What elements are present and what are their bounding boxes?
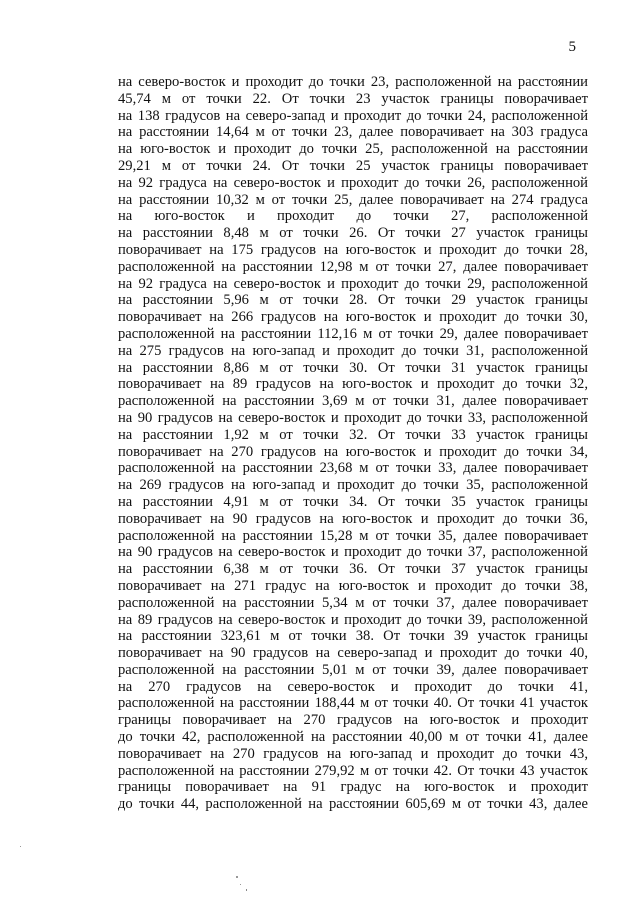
text-line: на юго-восток и проходит до точки 25, расположенной на расстоянии <box>118 141 588 158</box>
text-line: на 92 градуса на северо-восток и проходит до точки 29, расположенной <box>118 275 588 292</box>
text-line: на 90 градусов на северо-восток и проходит до точки 33, расположенной <box>118 409 588 426</box>
text-line: на расстоянии 14,64 м от точки 23, далее поворачивает на 303 градуса <box>118 124 588 141</box>
text-line: на расстоянии 6,38 м от точки 36. От точки 37 участок границы <box>118 561 588 578</box>
text-line: на расстоянии 8,48 м от точки 26. От точки 27 участок границы <box>118 225 588 242</box>
text-line: поворачивает на 90 градусов на северо-запад и проходит до точки 40, <box>118 645 588 662</box>
scan-speck <box>246 889 247 891</box>
text-line: до точки 42, расположенной на расстоянии 40,00 м от точки 41, далее <box>118 729 588 746</box>
text-line: границы поворачивает на 91 градус на юго-восток и проходит <box>118 779 588 796</box>
scan-speck <box>240 884 241 885</box>
body-text <box>118 74 588 813</box>
text-line: поворачивает на 89 градусов на юго-восток и проходит до точки 32, <box>118 376 588 393</box>
text-line: границы поворачивает на 270 градусов на юго-восток и проходит <box>118 712 588 729</box>
text-line: на 270 градусов на северо-восток и проходит до точки 41, <box>118 678 588 695</box>
text-line: поворачивает на 271 градус на юго-восток и проходит до точки 38, <box>118 577 588 594</box>
text-line: расположенной на расстоянии 3,69 м от точки 31, далее поворачивает <box>118 393 588 410</box>
text-line: на 138 градусов на северо-запад и проходит до точки 24, расположенной <box>118 107 588 124</box>
text-line: на расстоянии 5,96 м от точки 28. От точки 29 участок границы <box>118 292 588 309</box>
text-line: поворачивает на 266 градусов на юго-восток и проходит до точки 30, <box>118 309 588 326</box>
text-line: на 269 градусов на юго-запад и проходит до точки 35, расположенной <box>118 477 588 494</box>
text-line: на расстоянии 323,61 м от точки 38. От точки 39 участок границы <box>118 628 588 645</box>
text-line: расположенной на расстоянии 188,44 м от точки 40. От точки 41 участок <box>118 695 588 712</box>
text-line: расположенной на расстоянии 112,16 м от точки 29, далее поворачивает <box>118 325 588 342</box>
scan-speck <box>20 846 21 847</box>
text-line: поворачивает на 270 градусов на юго-запад и проходит до точки 43, <box>118 745 588 762</box>
text-line: на юго-восток и проходит до точки 27, расположенной <box>118 208 588 225</box>
text-line: поворачивает на 90 градусов на юго-восток и проходит до точки 36, <box>118 510 588 527</box>
scan-speck <box>236 876 238 878</box>
text-line: на 89 градусов на северо-восток и проходит до точки 39, расположенной <box>118 611 588 628</box>
text-line: на расстоянии 4,91 м от точки 34. От точки 35 участок границы <box>118 493 588 510</box>
text-line: расположенной на расстоянии 12,98 м от точки 27, далее поворачивает <box>118 258 588 275</box>
text-line: до точки 44, расположенной на расстоянии 605,69 м от точки 43, далее <box>118 796 588 813</box>
text-line: на расстоянии 10,32 м от точки 25, далее поворачивает на 274 градуса <box>118 191 588 208</box>
text-line: расположенной на расстоянии 279,92 м от точки 42. От точки 43 участок <box>118 762 588 779</box>
text-line: на северо-восток и проходит до точки 23, расположенной на расстоянии <box>118 74 588 90</box>
page-number: 5 <box>568 39 576 55</box>
text-line: расположенной на расстоянии 15,28 м от точки 35, далее поворачивает <box>118 527 588 544</box>
text-line: поворачивает на 175 градусов на юго-восток и проходит до точки 28, <box>118 241 588 258</box>
text-line: 29,21 м от точки 24. От точки 25 участок границы поворачивает <box>118 157 588 174</box>
text-line: расположенной на расстоянии 5,01 м от точки 39, далее поворачивает <box>118 661 588 678</box>
text-line: на 92 градуса на северо-восток и проходит до точки 26, расположенной <box>118 174 588 191</box>
text-line: на расстоянии 8,86 м от точки 30. От точки 31 участок границы <box>118 359 588 376</box>
text-line: на 90 градусов на северо-восток и проходит до точки 37, расположенной <box>118 544 588 561</box>
text-line: расположенной на расстоянии 23,68 м от точки 33, далее поворачивает <box>118 460 588 477</box>
text-line: на расстоянии 1,92 м от точки 32. От точки 33 участок границы <box>118 426 588 443</box>
text-line: расположенной на расстоянии 5,34 м от точки 37, далее поворачивает <box>118 594 588 611</box>
text-line: на 275 градусов на юго-запад и проходит до точки 31, расположенной <box>118 342 588 359</box>
text-line: 45,74 м от точки 22. От точки 23 участок границы поворачивает <box>118 90 588 107</box>
text-line: поворачивает на 270 градусов на юго-восток и проходит до точки 34, <box>118 443 588 460</box>
